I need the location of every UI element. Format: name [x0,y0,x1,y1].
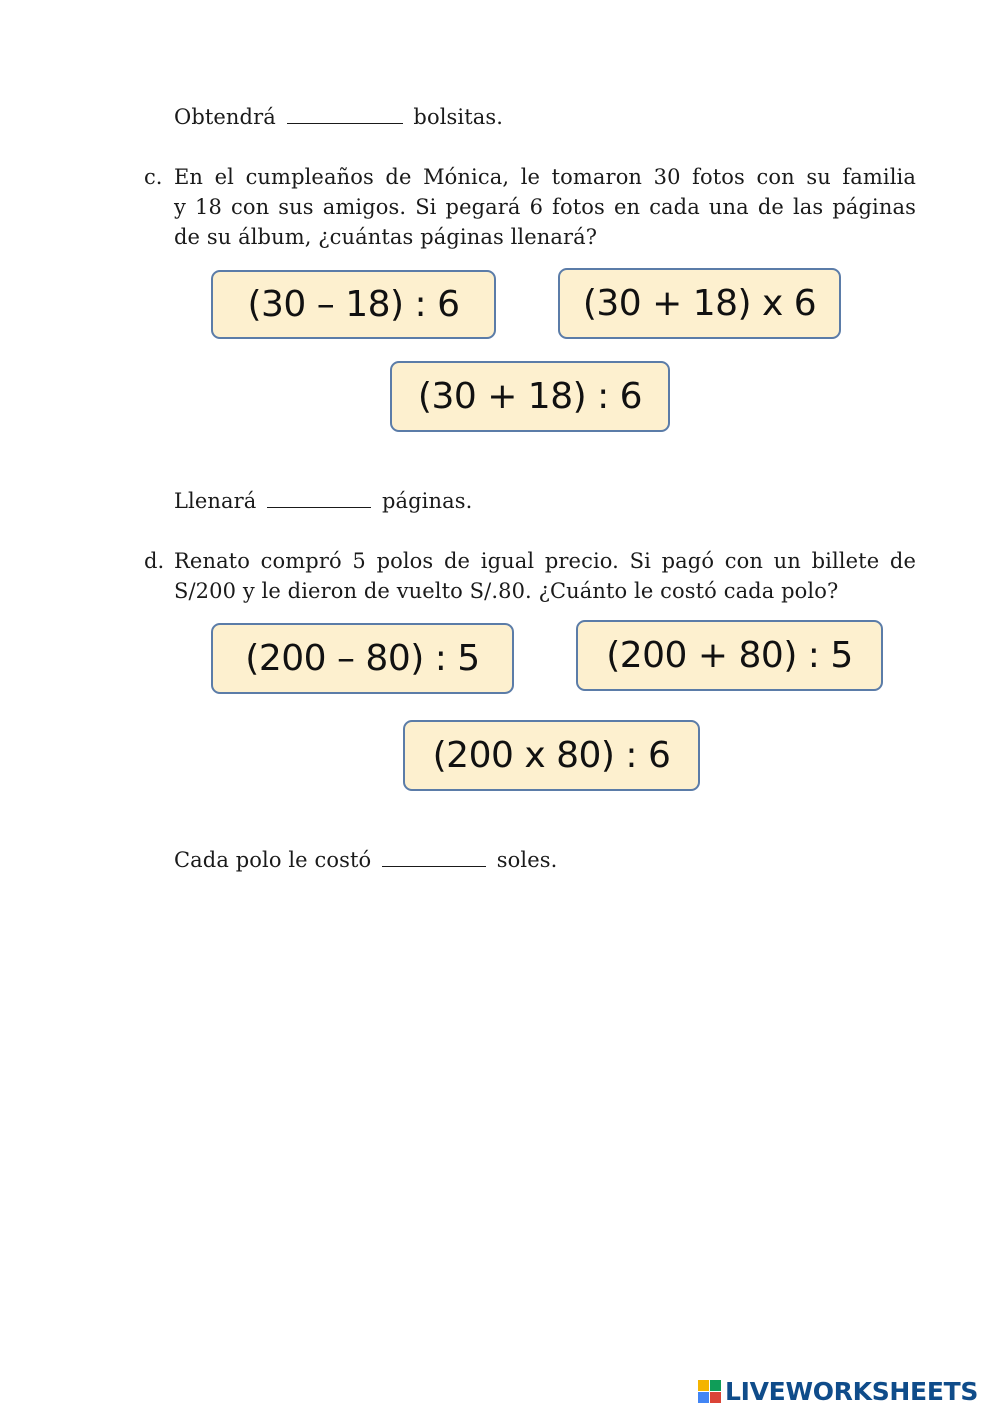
question-d-line-2: S/200 y le dieron de vuelto S/.80. ¿Cuánto le costó cada polo? [174,579,839,603]
answer-b-prefix: Obtendrá [174,105,276,129]
answer-c-prefix: Llenará [174,489,257,513]
logo-square-1 [698,1380,709,1391]
question-d-option-3[interactable]: (200 x 80) : 6 [403,720,700,791]
question-c-line-3: de su álbum, ¿cuántas páginas llenará? [174,225,598,249]
question-c-option-2[interactable]: (30 + 18) x 6 [558,268,841,339]
question-d-letter: d. [144,549,165,573]
question-d-line-1: Renato compró 5 polos de igual precio. Si pagó con un billete de [174,549,916,573]
answer-b-line [174,102,503,132]
question-d-option-2[interactable]: (200 + 80) : 5 [576,620,883,691]
answer-b-suffix: bolsitas. [413,105,504,129]
question-c-option-3[interactable]: (30 + 18) : 6 [390,361,670,432]
answer-d-line [174,845,557,875]
question-c-letter: c. [144,165,163,189]
answer-c-suffix: páginas. [381,489,473,513]
answer-d-blank[interactable] [382,846,486,867]
question-c-option-1[interactable]: (30 – 18) : 6 [211,270,496,339]
question-c-line-1: En el cumpleaños de Mónica, le tomaron 30 fotos con su familia [174,165,916,189]
liveworksheets-wordmark: LIVEWORKSHEETS [725,1377,979,1406]
answer-d-prefix: Cada polo le costó [174,848,372,872]
logo-square-2 [710,1380,721,1391]
logo-square-4 [710,1392,721,1403]
answer-c-blank[interactable] [267,487,371,508]
liveworksheets-logo [698,1377,978,1406]
question-d-option-1[interactable]: (200 – 80) : 5 [211,623,514,694]
answer-c-line [174,486,472,516]
logo-square-3 [698,1392,709,1403]
liveworksheets-logo-icon [698,1380,721,1403]
answer-d-suffix: soles. [496,848,558,872]
answer-b-blank[interactable] [287,103,403,124]
question-c-line-2: y 18 con sus amigos. Si pegará 6 fotos en cada una de las páginas [174,195,916,219]
